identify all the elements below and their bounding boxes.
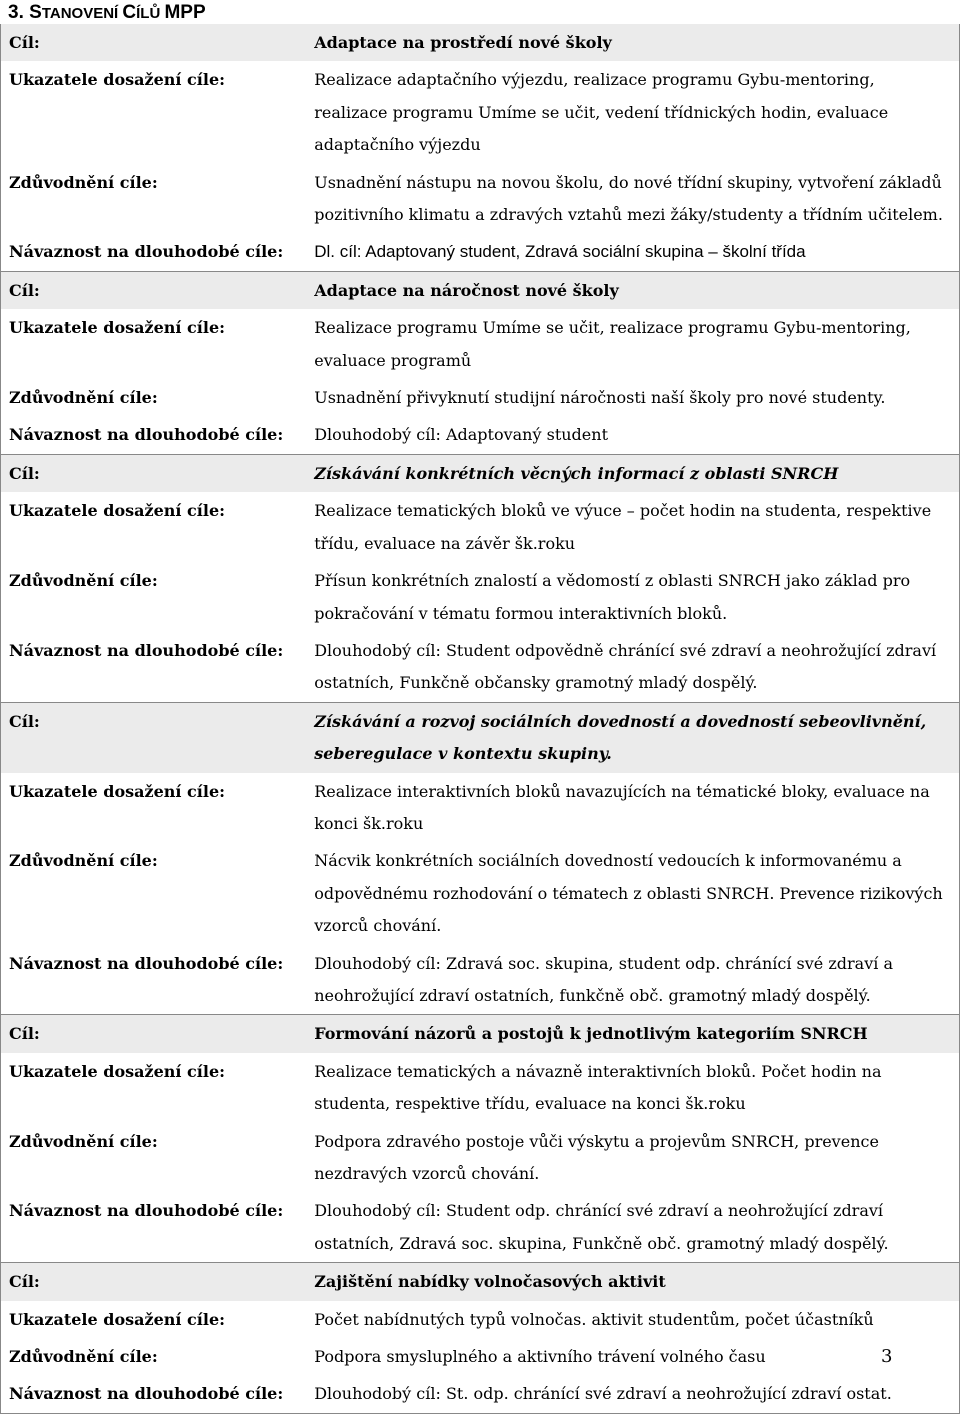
ukazatele-value: Realizace interaktivních bloků navazujících na tématické bloky, evaluace na konci šk.roku bbox=[306, 773, 959, 843]
zduvodneni-label: Zdůvodnění cíle: bbox=[1, 1123, 307, 1193]
goal-row-ukazatele bbox=[1, 773, 960, 843]
zduvodneni-value: Podpora zdravého postoje vůči výskytu a projevům SNRCH, prevence nezdravých vzorců chování. bbox=[306, 1123, 959, 1193]
zduvodneni-label: Zdůvodnění cíle: bbox=[1, 164, 307, 234]
goal-row-ukazatele bbox=[1, 1053, 960, 1123]
goal-row-ukazatele bbox=[1, 61, 960, 163]
cil-value: Získávání konkrétních věcných informací z oblasti SNRCH bbox=[306, 454, 959, 492]
ukazatele-value: Počet nabídnutých typů volnočas. aktivit studentům, počet účastníků bbox=[306, 1301, 959, 1338]
goals-table bbox=[0, 24, 960, 1414]
goal-row-zduvodneni bbox=[1, 164, 960, 234]
goal-row-cil bbox=[1, 1015, 960, 1053]
zduvodneni-value: Usnadnění přivyknutí studijní náročnosti naší školy pro nové studenty. bbox=[306, 379, 959, 416]
navaznost-label: Návaznost na dlouhodobé cíle: bbox=[1, 1192, 307, 1262]
cil-value: Zajištění nabídky volnočasových aktivit bbox=[306, 1263, 959, 1301]
navaznost-value: Dlouhodobý cíl: St. odp. chránící své zdraví a neohrožující zdraví ostat. bbox=[306, 1375, 959, 1413]
section-number: 3. bbox=[8, 2, 30, 23]
cil-label: Cíl: bbox=[1, 271, 307, 309]
navaznost-label: Návaznost na dlouhodobé cíle: bbox=[1, 632, 307, 702]
ukazatele-value: Realizace tematických bloků ve výuce – počet hodin na studenta, respektive třídu, evaluace na závěr šk.roku bbox=[306, 492, 959, 562]
cil-label: Cíl: bbox=[1, 1015, 307, 1053]
navaznost-label: Návaznost na dlouhodobé cíle: bbox=[1, 1375, 307, 1413]
ukazatele-label: Ukazatele dosažení cíle: bbox=[1, 1301, 307, 1338]
goal-row-cil bbox=[1, 271, 960, 309]
ukazatele-value: Realizace tematických a návazně interaktivních bloků. Počet hodin na studenta, respektive třídu, evaluace na konci šk.roku bbox=[306, 1053, 959, 1123]
heading-initial-2: C bbox=[122, 2, 137, 23]
goal-row-ukazatele bbox=[1, 1301, 960, 1338]
cil-label: Cíl: bbox=[1, 702, 307, 772]
goal-row-cil bbox=[1, 702, 960, 772]
goal-row-navaznost bbox=[1, 945, 960, 1015]
goal-row-cil bbox=[1, 24, 960, 61]
goal-row-navaznost bbox=[1, 233, 960, 271]
goal-row-zduvodneni bbox=[1, 1123, 960, 1193]
cil-value: Adaptace na náročnost nové školy bbox=[306, 271, 959, 309]
ukazatele-label: Ukazatele dosažení cíle: bbox=[1, 309, 307, 379]
navaznost-label: Návaznost na dlouhodobé cíle: bbox=[1, 945, 307, 1015]
zduvodneni-label: Zdůvodnění cíle: bbox=[1, 379, 307, 416]
heading-initial: S bbox=[29, 2, 42, 23]
goal-row-navaznost bbox=[1, 416, 960, 454]
cil-label: Cíl: bbox=[1, 454, 307, 492]
goal-row-ukazatele bbox=[1, 492, 960, 562]
cil-value: Formování názorů a postojů k jednotlivým kategoriím SNRCH bbox=[306, 1015, 959, 1053]
goal-row-navaznost bbox=[1, 1375, 960, 1413]
goal-row-zduvodneni bbox=[1, 1338, 960, 1375]
ukazatele-value: Realizace programu Umíme se učit, realizace programu Gybu-mentoring, evaluace programů bbox=[306, 309, 959, 379]
navaznost-value: Dl. cíl: Adaptovaný student, Zdravá sociální skupina – školní třída bbox=[306, 233, 959, 271]
navaznost-value: Dlouhodobý cíl: Adaptovaný student bbox=[306, 416, 959, 454]
zduvodneni-value: Přísun konkrétních znalostí a vědomostí z oblasti SNRCH jako základ pro pokračování v tématu formou interaktivních bloků. bbox=[306, 562, 959, 632]
goal-row-navaznost bbox=[1, 1192, 960, 1262]
cil-label: Cíl: bbox=[1, 24, 307, 61]
navaznost-value: Dlouhodobý cíl: Zdravá soc. skupina, student odp. chránící své zdraví a neohrožující zdraví ostatních, funkčně obč. gramotný mladý dospělý. bbox=[306, 945, 959, 1015]
zduvodneni-label: Zdůvodnění cíle: bbox=[1, 842, 307, 944]
navaznost-value: Dlouhodobý cíl: Student odp. chránící své zdraví a neohrožující zdraví ostatních, Zdravá soc. skupina, Funkčně obč. gramotný mladý dospělý. bbox=[306, 1192, 959, 1262]
zduvodneni-label: Zdůvodnění cíle: bbox=[1, 1338, 307, 1375]
goal-row-zduvodneni bbox=[1, 562, 960, 632]
goal-row-zduvodneni bbox=[1, 379, 960, 416]
ukazatele-label: Ukazatele dosažení cíle: bbox=[1, 61, 307, 163]
zduvodneni-label: Zdůvodnění cíle: bbox=[1, 562, 307, 632]
goal-row-ukazatele bbox=[1, 309, 960, 379]
zduvodneni-value: Usnadnění nástupu na novou školu, do nové třídní skupiny, vytvoření základů pozitivního klimatu a zdravých vztahů mezi žáky/studenty a třídním učitelem. bbox=[306, 164, 959, 234]
cil-label: Cíl: bbox=[1, 1263, 307, 1301]
goal-row-navaznost bbox=[1, 632, 960, 702]
goal-row-cil bbox=[1, 1263, 960, 1301]
ukazatele-label: Ukazatele dosažení cíle: bbox=[1, 1053, 307, 1123]
navaznost-label: Návaznost na dlouhodobé cíle: bbox=[1, 416, 307, 454]
goal-row-cil bbox=[1, 454, 960, 492]
goal-row-zduvodneni bbox=[1, 842, 960, 944]
ukazatele-label: Ukazatele dosažení cíle: bbox=[1, 492, 307, 562]
page-number: 3 bbox=[881, 1346, 893, 1367]
cil-value: Získávání a rozvoj sociálních dovedností a dovedností sebeovlivnění, seberegulace v kontextu skupiny. bbox=[306, 702, 959, 772]
navaznost-value: Dlouhodobý cíl: Student odpovědně chránící své zdraví a neohrožující zdraví ostatních, Funkčně občansky gramotný mladý dospělý. bbox=[306, 632, 959, 702]
heading-word-2: ÍLŮ bbox=[136, 5, 165, 22]
cil-value: Adaptace na prostředí nové školy bbox=[306, 24, 959, 61]
navaznost-label: Návaznost na dlouhodobé cíle: bbox=[1, 233, 307, 271]
zduvodneni-value: Podpora smysluplného a aktivního trávení volného času bbox=[306, 1338, 959, 1375]
ukazatele-value: Realizace adaptačního výjezdu, realizace programu Gybu-mentoring, realizace programu Umíme se učit, vedení třídnických hodin, evaluace adaptačního výjezdu bbox=[306, 61, 959, 163]
heading-acronym: MPP bbox=[164, 2, 206, 23]
ukazatele-label: Ukazatele dosažení cíle: bbox=[1, 773, 307, 843]
zduvodneni-value: Nácvik konkrétních sociálních dovedností vedoucích k informovanému a odpovědnému rozhodování o tématech z oblasti SNRCH. Prevence rizikových vzorců chování. bbox=[306, 842, 959, 944]
heading-word-1: TANOVENÍ bbox=[41, 5, 123, 22]
section-heading bbox=[8, 2, 206, 24]
